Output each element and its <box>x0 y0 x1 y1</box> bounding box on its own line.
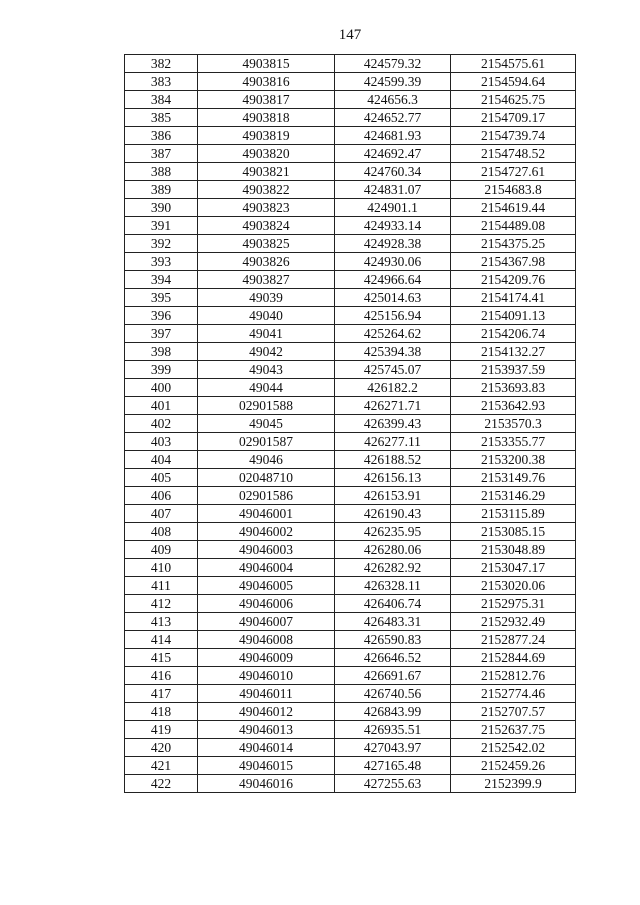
y-coordinate-cell: 2153020.06 <box>451 577 576 595</box>
y-coordinate-cell: 2152542.02 <box>451 739 576 757</box>
row-index-cell: 419 <box>125 721 198 739</box>
point-id-cell: 4903820 <box>198 145 335 163</box>
row-index-cell: 407 <box>125 505 198 523</box>
y-coordinate-cell: 2154683.8 <box>451 181 576 199</box>
y-coordinate-cell: 2153937.59 <box>451 361 576 379</box>
x-coordinate-cell: 424579.32 <box>335 55 451 73</box>
point-id-cell: 4903826 <box>198 253 335 271</box>
row-index-cell: 404 <box>125 451 198 469</box>
table-row <box>125 775 576 793</box>
y-coordinate-cell: 2153048.89 <box>451 541 576 559</box>
row-index-cell: 394 <box>125 271 198 289</box>
table-row <box>125 253 576 271</box>
point-id-cell: 4903816 <box>198 73 335 91</box>
x-coordinate-cell: 426406.74 <box>335 595 451 613</box>
table-row <box>125 541 576 559</box>
table-row <box>125 559 576 577</box>
table-row <box>125 289 576 307</box>
x-coordinate-cell: 426590.83 <box>335 631 451 649</box>
x-coordinate-cell: 424652.77 <box>335 109 451 127</box>
point-id-cell: 49040 <box>198 307 335 325</box>
table-row <box>125 217 576 235</box>
page-number: 147 <box>338 27 362 43</box>
y-coordinate-cell: 2153642.93 <box>451 397 576 415</box>
y-coordinate-cell: 2153570.3 <box>451 415 576 433</box>
x-coordinate-cell: 426153.91 <box>335 487 451 505</box>
table-row <box>125 325 576 343</box>
point-id-cell: 4903823 <box>198 199 335 217</box>
table-row <box>125 595 576 613</box>
table-row <box>125 343 576 361</box>
table-row <box>125 685 576 703</box>
row-index-cell: 406 <box>125 487 198 505</box>
point-id-cell: 4903827 <box>198 271 335 289</box>
row-index-cell: 410 <box>125 559 198 577</box>
y-coordinate-cell: 2154209.76 <box>451 271 576 289</box>
table-row <box>125 199 576 217</box>
point-id-cell: 02048710 <box>198 469 335 487</box>
row-index-cell: 390 <box>125 199 198 217</box>
x-coordinate-cell: 426156.13 <box>335 469 451 487</box>
x-coordinate-cell: 426235.95 <box>335 523 451 541</box>
x-coordinate-cell: 426399.43 <box>335 415 451 433</box>
point-id-cell: 49046002 <box>198 523 335 541</box>
y-coordinate-cell: 2153047.17 <box>451 559 576 577</box>
x-coordinate-cell: 424928.38 <box>335 235 451 253</box>
row-index-cell: 421 <box>125 757 198 775</box>
row-index-cell: 413 <box>125 613 198 631</box>
point-id-cell: 49043 <box>198 361 335 379</box>
table-row <box>125 271 576 289</box>
table-row <box>125 631 576 649</box>
x-coordinate-cell: 425014.63 <box>335 289 451 307</box>
point-id-cell: 4903821 <box>198 163 335 181</box>
x-coordinate-cell: 426190.43 <box>335 505 451 523</box>
point-id-cell: 49046007 <box>198 613 335 631</box>
point-id-cell: 49046013 <box>198 721 335 739</box>
table-row <box>125 613 576 631</box>
x-coordinate-cell: 424966.64 <box>335 271 451 289</box>
row-index-cell: 399 <box>125 361 198 379</box>
row-index-cell: 412 <box>125 595 198 613</box>
x-coordinate-cell: 426188.52 <box>335 451 451 469</box>
row-index-cell: 402 <box>125 415 198 433</box>
point-id-cell: 4903815 <box>198 55 335 73</box>
point-id-cell: 02901588 <box>198 397 335 415</box>
x-coordinate-cell: 424692.47 <box>335 145 451 163</box>
table-row <box>125 73 576 91</box>
row-index-cell: 414 <box>125 631 198 649</box>
point-id-cell: 49046010 <box>198 667 335 685</box>
row-index-cell: 388 <box>125 163 198 181</box>
point-id-cell: 49046008 <box>198 631 335 649</box>
y-coordinate-cell: 2152975.31 <box>451 595 576 613</box>
x-coordinate-cell: 426646.52 <box>335 649 451 667</box>
row-index-cell: 382 <box>125 55 198 73</box>
row-index-cell: 391 <box>125 217 198 235</box>
y-coordinate-cell: 2153200.38 <box>451 451 576 469</box>
row-index-cell: 408 <box>125 523 198 541</box>
y-coordinate-cell: 2154594.64 <box>451 73 576 91</box>
x-coordinate-cell: 426280.06 <box>335 541 451 559</box>
table-row <box>125 703 576 721</box>
table-row <box>125 109 576 127</box>
y-coordinate-cell: 2153146.29 <box>451 487 576 505</box>
point-id-cell: 49046005 <box>198 577 335 595</box>
y-coordinate-cell: 2152932.49 <box>451 613 576 631</box>
row-index-cell: 386 <box>125 127 198 145</box>
y-coordinate-cell: 2153149.76 <box>451 469 576 487</box>
y-coordinate-cell: 2152844.69 <box>451 649 576 667</box>
row-index-cell: 411 <box>125 577 198 595</box>
row-index-cell: 395 <box>125 289 198 307</box>
point-id-cell: 49041 <box>198 325 335 343</box>
x-coordinate-cell: 426935.51 <box>335 721 451 739</box>
point-id-cell: 49045 <box>198 415 335 433</box>
y-coordinate-cell: 2153085.15 <box>451 523 576 541</box>
row-index-cell: 420 <box>125 739 198 757</box>
row-index-cell: 416 <box>125 667 198 685</box>
table-row <box>125 649 576 667</box>
x-coordinate-cell: 426843.99 <box>335 703 451 721</box>
row-index-cell: 389 <box>125 181 198 199</box>
table-row <box>125 397 576 415</box>
point-id-cell: 49046015 <box>198 757 335 775</box>
y-coordinate-cell: 2152459.26 <box>451 757 576 775</box>
row-index-cell: 396 <box>125 307 198 325</box>
y-coordinate-cell: 2154132.27 <box>451 343 576 361</box>
table-row <box>125 127 576 145</box>
y-coordinate-cell: 2153355.77 <box>451 433 576 451</box>
point-id-cell: 49039 <box>198 289 335 307</box>
table-row <box>125 433 576 451</box>
point-id-cell: 49046006 <box>198 595 335 613</box>
point-id-cell: 49046 <box>198 451 335 469</box>
x-coordinate-cell: 426277.11 <box>335 433 451 451</box>
y-coordinate-cell: 2153115.89 <box>451 505 576 523</box>
point-id-cell: 49046009 <box>198 649 335 667</box>
x-coordinate-cell: 424933.14 <box>335 217 451 235</box>
table-row <box>125 451 576 469</box>
table-row <box>125 145 576 163</box>
row-index-cell: 393 <box>125 253 198 271</box>
x-coordinate-cell: 424656.3 <box>335 91 451 109</box>
row-index-cell: 415 <box>125 649 198 667</box>
y-coordinate-cell: 2152707.57 <box>451 703 576 721</box>
row-index-cell: 400 <box>125 379 198 397</box>
table-row <box>125 361 576 379</box>
y-coordinate-cell: 2154739.74 <box>451 127 576 145</box>
table-row <box>125 55 576 73</box>
point-id-cell: 49046003 <box>198 541 335 559</box>
x-coordinate-cell: 424760.34 <box>335 163 451 181</box>
y-coordinate-cell: 2153693.83 <box>451 379 576 397</box>
row-index-cell: 383 <box>125 73 198 91</box>
point-id-cell: 49046004 <box>198 559 335 577</box>
y-coordinate-cell: 2154575.61 <box>451 55 576 73</box>
x-coordinate-cell: 426271.71 <box>335 397 451 415</box>
point-id-cell: 02901586 <box>198 487 335 505</box>
coordinates-table <box>124 54 576 793</box>
y-coordinate-cell: 2154727.61 <box>451 163 576 181</box>
row-index-cell: 417 <box>125 685 198 703</box>
row-index-cell: 401 <box>125 397 198 415</box>
y-coordinate-cell: 2152812.76 <box>451 667 576 685</box>
row-index-cell: 403 <box>125 433 198 451</box>
table-row <box>125 469 576 487</box>
x-coordinate-cell: 426328.11 <box>335 577 451 595</box>
table-row <box>125 487 576 505</box>
row-index-cell: 405 <box>125 469 198 487</box>
x-coordinate-cell: 424681.93 <box>335 127 451 145</box>
point-id-cell: 49044 <box>198 379 335 397</box>
x-coordinate-cell: 426182.2 <box>335 379 451 397</box>
point-id-cell: 49046012 <box>198 703 335 721</box>
point-id-cell: 02901587 <box>198 433 335 451</box>
x-coordinate-cell: 424930.06 <box>335 253 451 271</box>
table-body <box>125 55 576 793</box>
y-coordinate-cell: 2154206.74 <box>451 325 576 343</box>
table-row <box>125 523 576 541</box>
table-row <box>125 577 576 595</box>
table-row <box>125 757 576 775</box>
point-id-cell: 49046001 <box>198 505 335 523</box>
row-index-cell: 397 <box>125 325 198 343</box>
x-coordinate-cell: 425394.38 <box>335 343 451 361</box>
x-coordinate-cell: 426691.67 <box>335 667 451 685</box>
y-coordinate-cell: 2152637.75 <box>451 721 576 739</box>
y-coordinate-cell: 2154375.25 <box>451 235 576 253</box>
point-id-cell: 4903819 <box>198 127 335 145</box>
table-row <box>125 235 576 253</box>
x-coordinate-cell: 427165.48 <box>335 757 451 775</box>
table-row <box>125 91 576 109</box>
x-coordinate-cell: 426740.56 <box>335 685 451 703</box>
table-row <box>125 163 576 181</box>
row-index-cell: 385 <box>125 109 198 127</box>
point-id-cell: 49046014 <box>198 739 335 757</box>
row-index-cell: 418 <box>125 703 198 721</box>
y-coordinate-cell: 2154619.44 <box>451 199 576 217</box>
point-id-cell: 4903825 <box>198 235 335 253</box>
point-id-cell: 4903817 <box>198 91 335 109</box>
table-row <box>125 307 576 325</box>
x-coordinate-cell: 426282.92 <box>335 559 451 577</box>
x-coordinate-cell: 425156.94 <box>335 307 451 325</box>
y-coordinate-cell: 2152877.24 <box>451 631 576 649</box>
point-id-cell: 4903818 <box>198 109 335 127</box>
y-coordinate-cell: 2154625.75 <box>451 91 576 109</box>
x-coordinate-cell: 427255.63 <box>335 775 451 793</box>
y-coordinate-cell: 2154367.98 <box>451 253 576 271</box>
x-coordinate-cell: 424599.39 <box>335 73 451 91</box>
row-index-cell: 384 <box>125 91 198 109</box>
table-row <box>125 739 576 757</box>
y-coordinate-cell: 2152399.9 <box>451 775 576 793</box>
row-index-cell: 387 <box>125 145 198 163</box>
x-coordinate-cell: 425745.07 <box>335 361 451 379</box>
x-coordinate-cell: 425264.62 <box>335 325 451 343</box>
point-id-cell: 49042 <box>198 343 335 361</box>
x-coordinate-cell: 426483.31 <box>335 613 451 631</box>
table-row <box>125 721 576 739</box>
y-coordinate-cell: 2154748.52 <box>451 145 576 163</box>
row-index-cell: 392 <box>125 235 198 253</box>
table-row <box>125 181 576 199</box>
y-coordinate-cell: 2154489.08 <box>451 217 576 235</box>
x-coordinate-cell: 427043.97 <box>335 739 451 757</box>
row-index-cell: 422 <box>125 775 198 793</box>
table-row <box>125 667 576 685</box>
y-coordinate-cell: 2154709.17 <box>451 109 576 127</box>
row-index-cell: 409 <box>125 541 198 559</box>
row-index-cell: 398 <box>125 343 198 361</box>
point-id-cell: 4903824 <box>198 217 335 235</box>
table-row <box>125 505 576 523</box>
table-row <box>125 415 576 433</box>
point-id-cell: 49046016 <box>198 775 335 793</box>
x-coordinate-cell: 424901.1 <box>335 199 451 217</box>
table-row <box>125 379 576 397</box>
point-id-cell: 4903822 <box>198 181 335 199</box>
point-id-cell: 49046011 <box>198 685 335 703</box>
y-coordinate-cell: 2154091.13 <box>451 307 576 325</box>
x-coordinate-cell: 424831.07 <box>335 181 451 199</box>
y-coordinate-cell: 2154174.41 <box>451 289 576 307</box>
y-coordinate-cell: 2152774.46 <box>451 685 576 703</box>
